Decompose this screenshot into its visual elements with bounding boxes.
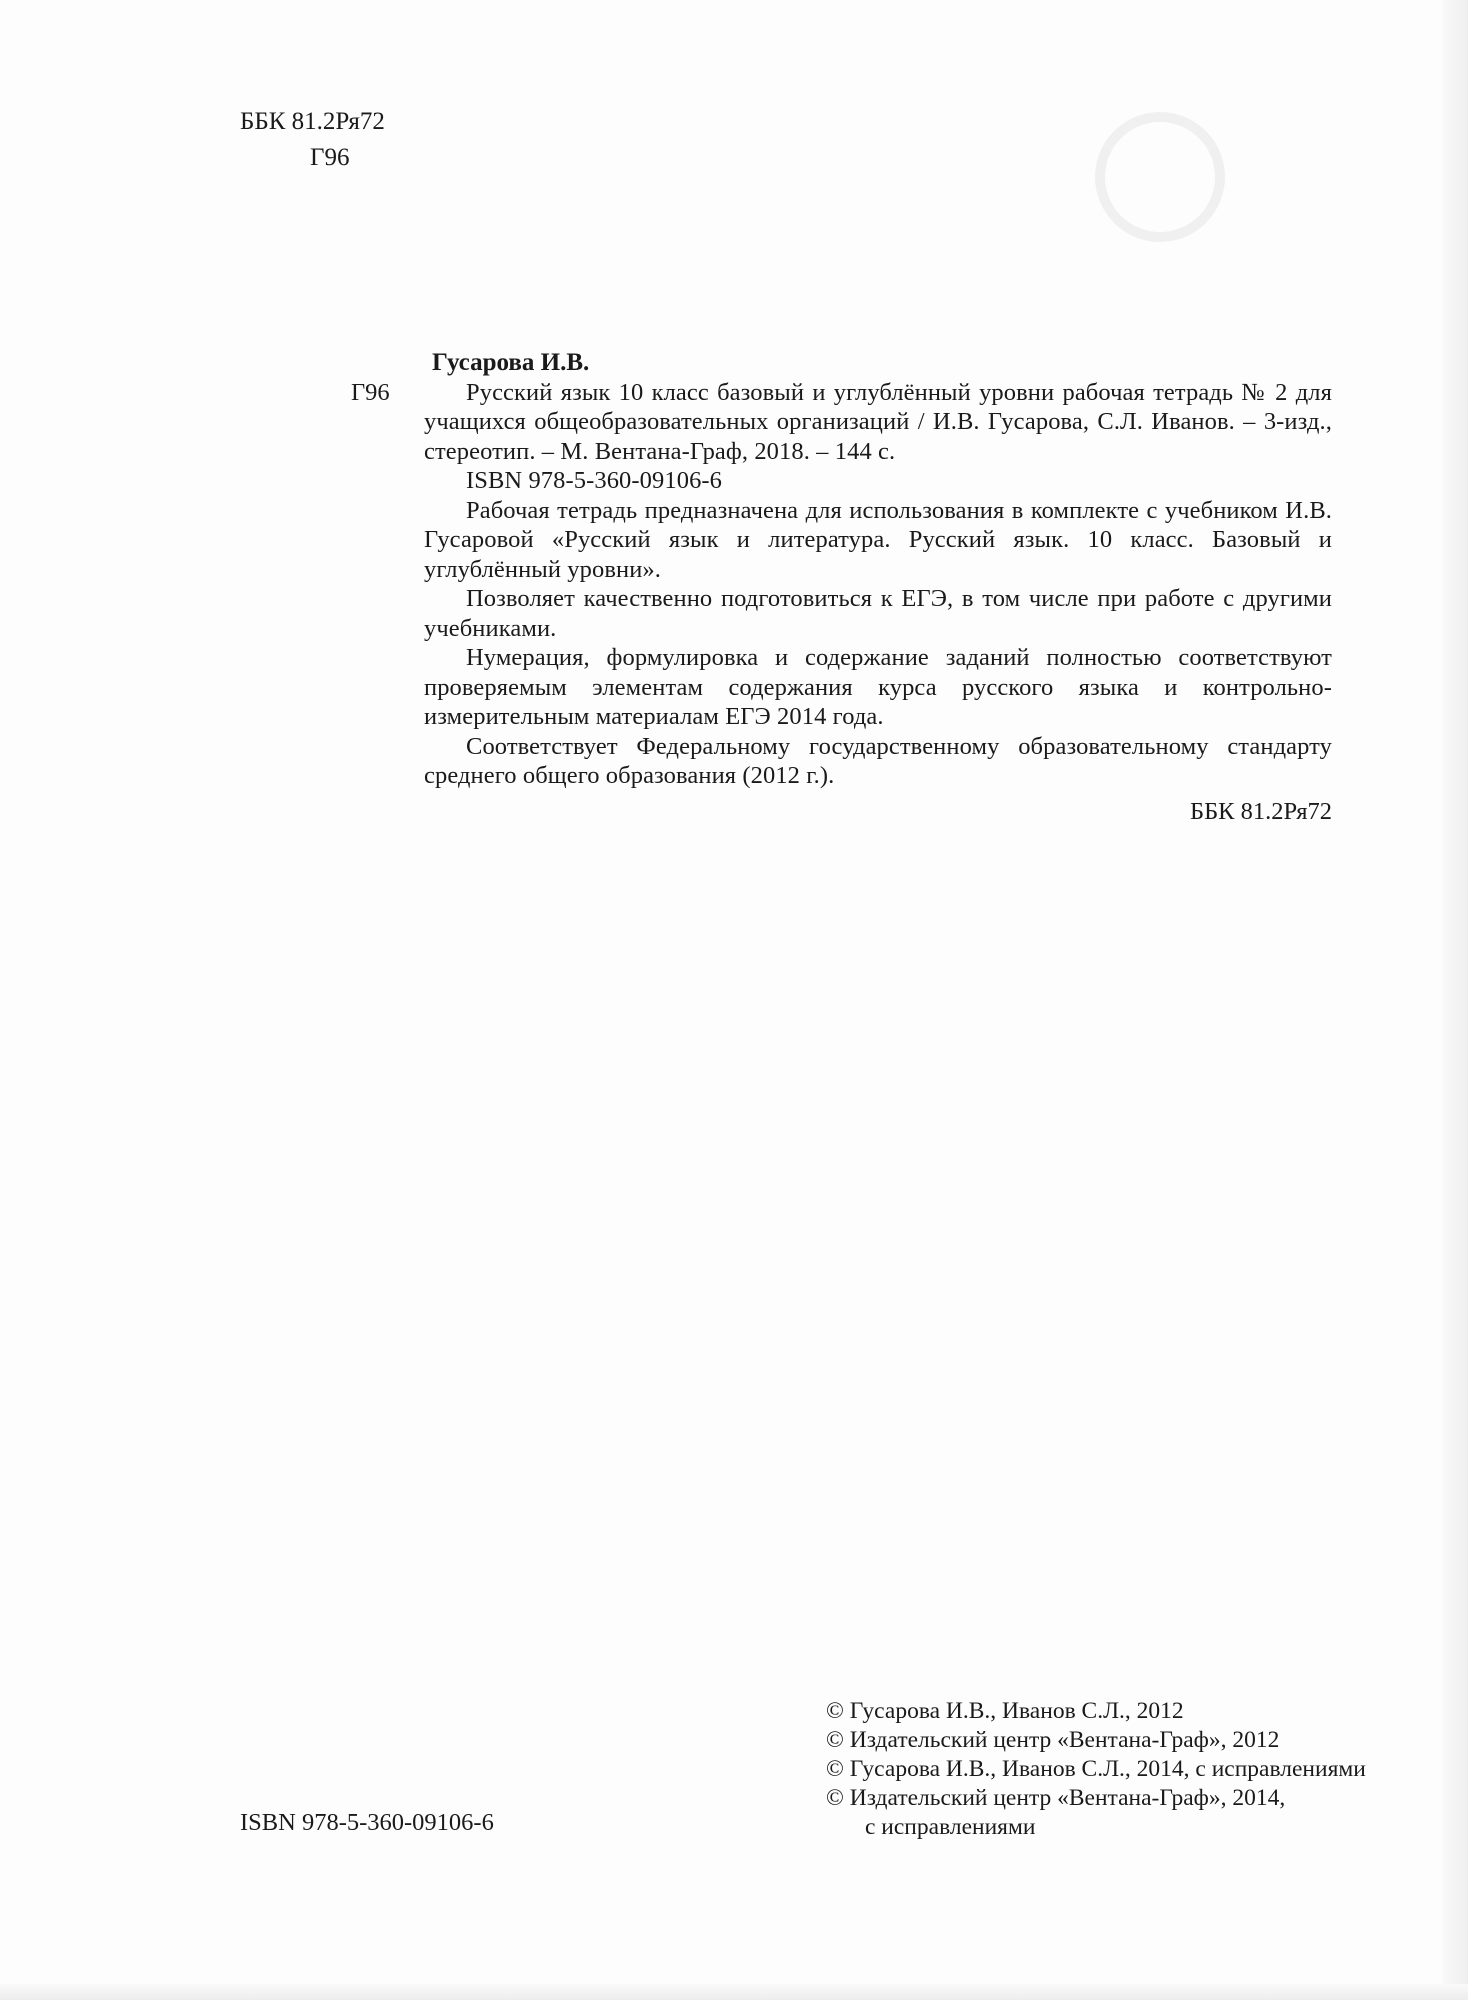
entry-description-purpose: Рабочая тетрадь предназначена для использования в комплекте с учебником И.В. Гусаровой «Русский язык и литература. Русский язык. 10 класс. Базовый и углублённый уровни». xyxy=(424,496,1332,583)
scan-edge-right xyxy=(1442,0,1468,2000)
entry-author: Гусарова И.В. xyxy=(432,349,590,376)
bleed-through-seal xyxy=(1095,112,1225,242)
copyright-line: © Гусарова И.В., Иванов С.Л., 2012 xyxy=(826,1698,1184,1724)
entry-description-content: Нумерация, формулировка и содержание заданий полностью соответствуют проверяемым элементам содержания курса русского языка и контрольно-измерительным материалам ЕГЭ 2014 года. xyxy=(424,644,1332,730)
entry-description-standard: Соответствует Федеральному государственному образовательному стандарту среднего общего образования (2012 г.). xyxy=(424,732,1332,789)
copyright-line: © Издательский центр «Вентана-Граф», 2012 xyxy=(826,1727,1280,1753)
copyright-line-continuation: с исправлениями xyxy=(865,1814,1036,1840)
entry-bibliographic-description: Русский язык 10 класс базовый и углублённый уровни рабочая тетрадь № 2 для учащихся общеобразовательных организаций / И.В. Гусарова, С.Л. Иванов. – 3-изд., стереотип. – М. Вентана-Граф, 2018. – 144 с. xyxy=(424,378,1332,465)
bbk-classification-top: ББК 81.2Ря72 xyxy=(240,108,385,135)
scan-edge-bottom xyxy=(0,1984,1468,2000)
entry-author-mark: Г96 xyxy=(351,378,390,406)
entry-description-exam-prep: Позволяет качественно подготовиться к ЕГЭ, в том числе при работе с другими учебниками. xyxy=(424,585,1332,642)
entry-isbn: ISBN 978-5-360-09106-6 xyxy=(466,467,723,494)
copyright-line: © Гусарова И.В., Иванов С.Л., 2014, с исправлениями xyxy=(826,1756,1366,1782)
copyright-block xyxy=(826,1697,1462,1842)
bbk-classification-entry: ББК 81.2Ря72 xyxy=(1190,797,1332,825)
copyright-line: © Издательский центр «Вентана-Граф», 2014, xyxy=(826,1785,1286,1811)
catalog-entry xyxy=(351,348,1332,826)
author-mark-top: Г96 xyxy=(310,144,350,171)
isbn-bottom: ISBN 978-5-360-09106-6 xyxy=(240,1809,494,1836)
